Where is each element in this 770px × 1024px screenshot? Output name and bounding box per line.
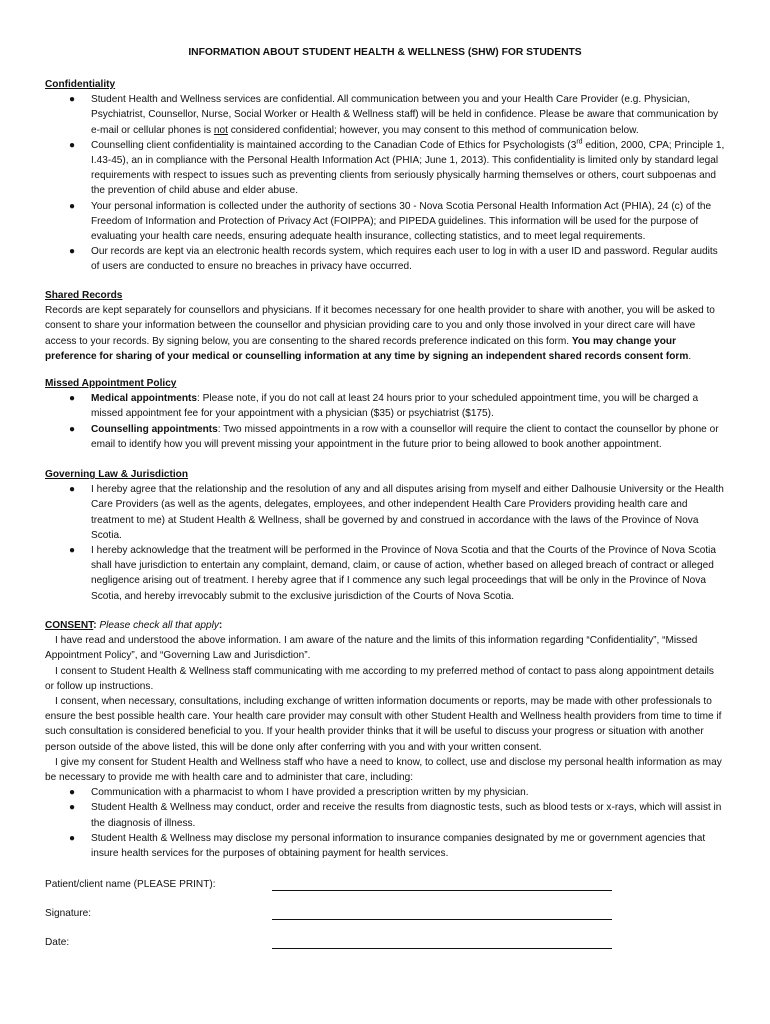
list-item: ● Counselling appointments: Two missed appointments in a row with a counsellor will require the client to contact the counsellor by phone or email to identify how you will prevent missing your appointment in the future prior to being allowed to book another appointment. (69, 423, 719, 450)
consent-item-4[interactable]: I give my consent for Student Health and Wellness staff who have a need to know, to collect, use and disclose my personal health information as may be necessary to provide me with health care and to administer that care, including: (45, 756, 722, 784)
list-item: ● I hereby acknowledge that the treatment will be performed in the Province of Nova Scotia and that the Courts of the Province of Nova Scotia shall have jurisdiction to entertain any complaint, demand, claim, or cause of action, whether based on alleged breach of contract or alleged negligence arising out of treatment. I hereby agree that if I commence any such legal proceedings that will be only in the Province of Nova Scotia, and hereby irrevocably submit to the exclusive jurisdiction of the Courts of Nova Scotia. (69, 545, 717, 602)
missed-appointment-section (45, 376, 725, 452)
bullet-icon: ● (69, 246, 76, 258)
consent-instruction: Please check all that apply (99, 620, 219, 631)
consent-heading: CONSENT (45, 620, 94, 631)
shared-records-section (45, 288, 725, 364)
bullet-icon: ● (69, 139, 76, 151)
consent-item-2[interactable]: I consent to Student Health & Wellness staff communicating with me according to my preferred method of contact to pass along appointment details or follow up instructions. (45, 665, 714, 692)
list-item: ● Communication with a pharmacist to whom I have provided a prescription written by my physician. (45, 785, 725, 800)
bullet-icon: ● (69, 787, 76, 799)
consent-heading-row: CONSENT: Please check all that apply: (45, 620, 223, 631)
patient-name-field[interactable] (272, 890, 612, 891)
date-field[interactable] (272, 948, 612, 949)
list-item: ● Student Health and Wellness services are confidential. All communication between you and your Health Care Provider (e.g. Physician, Psychiatrist, Counsellor, Nurse, Social Worker or Health & Wellness staff) will be held in confidence. Please be aware that communication by e-mail or cellular phones is not considered confidential; however, you may consent to this method of communication below. (69, 94, 719, 136)
signature-label: Signature: (45, 908, 92, 919)
shared-records-heading: Shared Records (45, 290, 123, 301)
list-item: ● Counselling client confidentiality is maintained according to the Canadian Code of Ethics for Psychologists (3rd edition, 2000, CPA; Principle 1, I.43-45), an in compliance with the Personal Health Information Act (PHIA; June 1, 2013). This confidentiality is limited only by standard legal requirements with respect to issues such as preventing clients from seriously physically harming themselves or others, court subpoenas and the prevention of child abuse and elder abuse. (69, 138, 725, 197)
patient-name-row (45, 877, 725, 893)
date-row (45, 935, 725, 951)
bullet-icon: ● (69, 393, 76, 405)
shared-records-text: Records are kept separately for counsellors and physicians. If it becomes necessary for one health provider to share with another, you will be asked to consent to share your information between the counsellor and physician providing care to you and only those involved in your direct care will have access to your records. By signing below, you are consenting to the shared records preference indicated on this form. You may change your preference for sharing of your medical or counselling information at any time by signing an independent shared records consent form. (45, 305, 715, 362)
list-item: ● Your personal information is collected under the authority of sections 30 - Nova Scotia Personal Health Information Act (PHIA), 24 (c) of the Freedom of Information and Protection of Privacy Act (FOIPPA); and PIPEDA guidelines. This information will be used for the purpose of evaluating your health care needs, ensuring adequate health insurance, collecting statistics, and to meet legal requirements. (69, 200, 712, 243)
bullet-icon: ● (69, 200, 76, 212)
document-title: INFORMATION ABOUT STUDENT HEALTH & WELLNESS (SHW) FOR STUDENTS (188, 47, 582, 58)
list-item: ● Student Health & Wellness may disclose my personal information to insurance companies designated by me or government agencies that insure health services for the purposes of obtaining payment for health services. (69, 832, 706, 860)
list-item: ● Our records are kept via an electronic health records system, which requires each user to log in with a user ID and password. Regular audits of users are conducted to ensure no breaches in privacy have occurred. (69, 246, 718, 273)
consent-section (45, 618, 725, 861)
governing-law-heading: Governing Law & Jurisdiction (45, 469, 189, 480)
list-item: ● I hereby agree that the relationship and the resolution of any and all disputes arising from myself and either Dalhousie University or the Health Care Providers (as well as the agents, delegates, employees, and other independent Health Care Providers providing health care and treatment to me) at Student Health & Wellness, shall be governed by and construed in accordance with the laws of the Province of Nova Scotia. (69, 484, 724, 541)
consent-item-1[interactable]: I have read and understood the above information. I am aware of the nature and the limits of this information regarding “Confidentiality”, “Missed Appointment Policy”, and “Governing Law and Jurisdiction”. (45, 635, 698, 662)
governing-law-section (45, 467, 725, 604)
confidentiality-heading: Confidentiality (45, 79, 116, 90)
signature-field[interactable] (272, 919, 612, 920)
list-item: ● Medical appointments: Please note, if you do not call at least 24 hours prior to your scheduled appointment time, you will be charged a missed appointment fee for your appointment with a physician ($35) or psychiatrist ($175). (69, 393, 699, 420)
patient-name-label: Patient/client name (PLEASE PRINT): (45, 879, 216, 890)
date-label: Date: (45, 937, 70, 948)
confidentiality-section (45, 77, 725, 275)
signature-row (45, 906, 725, 922)
bullet-icon: ● (69, 484, 76, 496)
consent-item-3[interactable]: I consent, when necessary, consultations, including exchange of written information documents or reports, may be made with other professionals to ensure the best possible health care. Your health care provider may consult with other Student Health and Wellness health providers from time to time if such consultation is considered beneficial to you. If your health provider thinks that it will be useful to discuss your progress or situation with another person outside of the above listed, this will be done only after conferring with you and with your written consent. (45, 696, 722, 753)
bullet-icon: ● (69, 94, 76, 106)
list-item: ● Student Health & Wellness may conduct, order and receive the results from diagnostic tests, such as blood tests or x-rays, which will assist in the diagnosis of illness. (69, 802, 722, 829)
bullet-icon: ● (69, 545, 76, 557)
bullet-icon: ● (69, 423, 76, 435)
missed-appointment-heading: Missed Appointment Policy (45, 378, 177, 389)
bullet-icon: ● (69, 802, 76, 814)
bullet-icon: ● (69, 832, 76, 844)
